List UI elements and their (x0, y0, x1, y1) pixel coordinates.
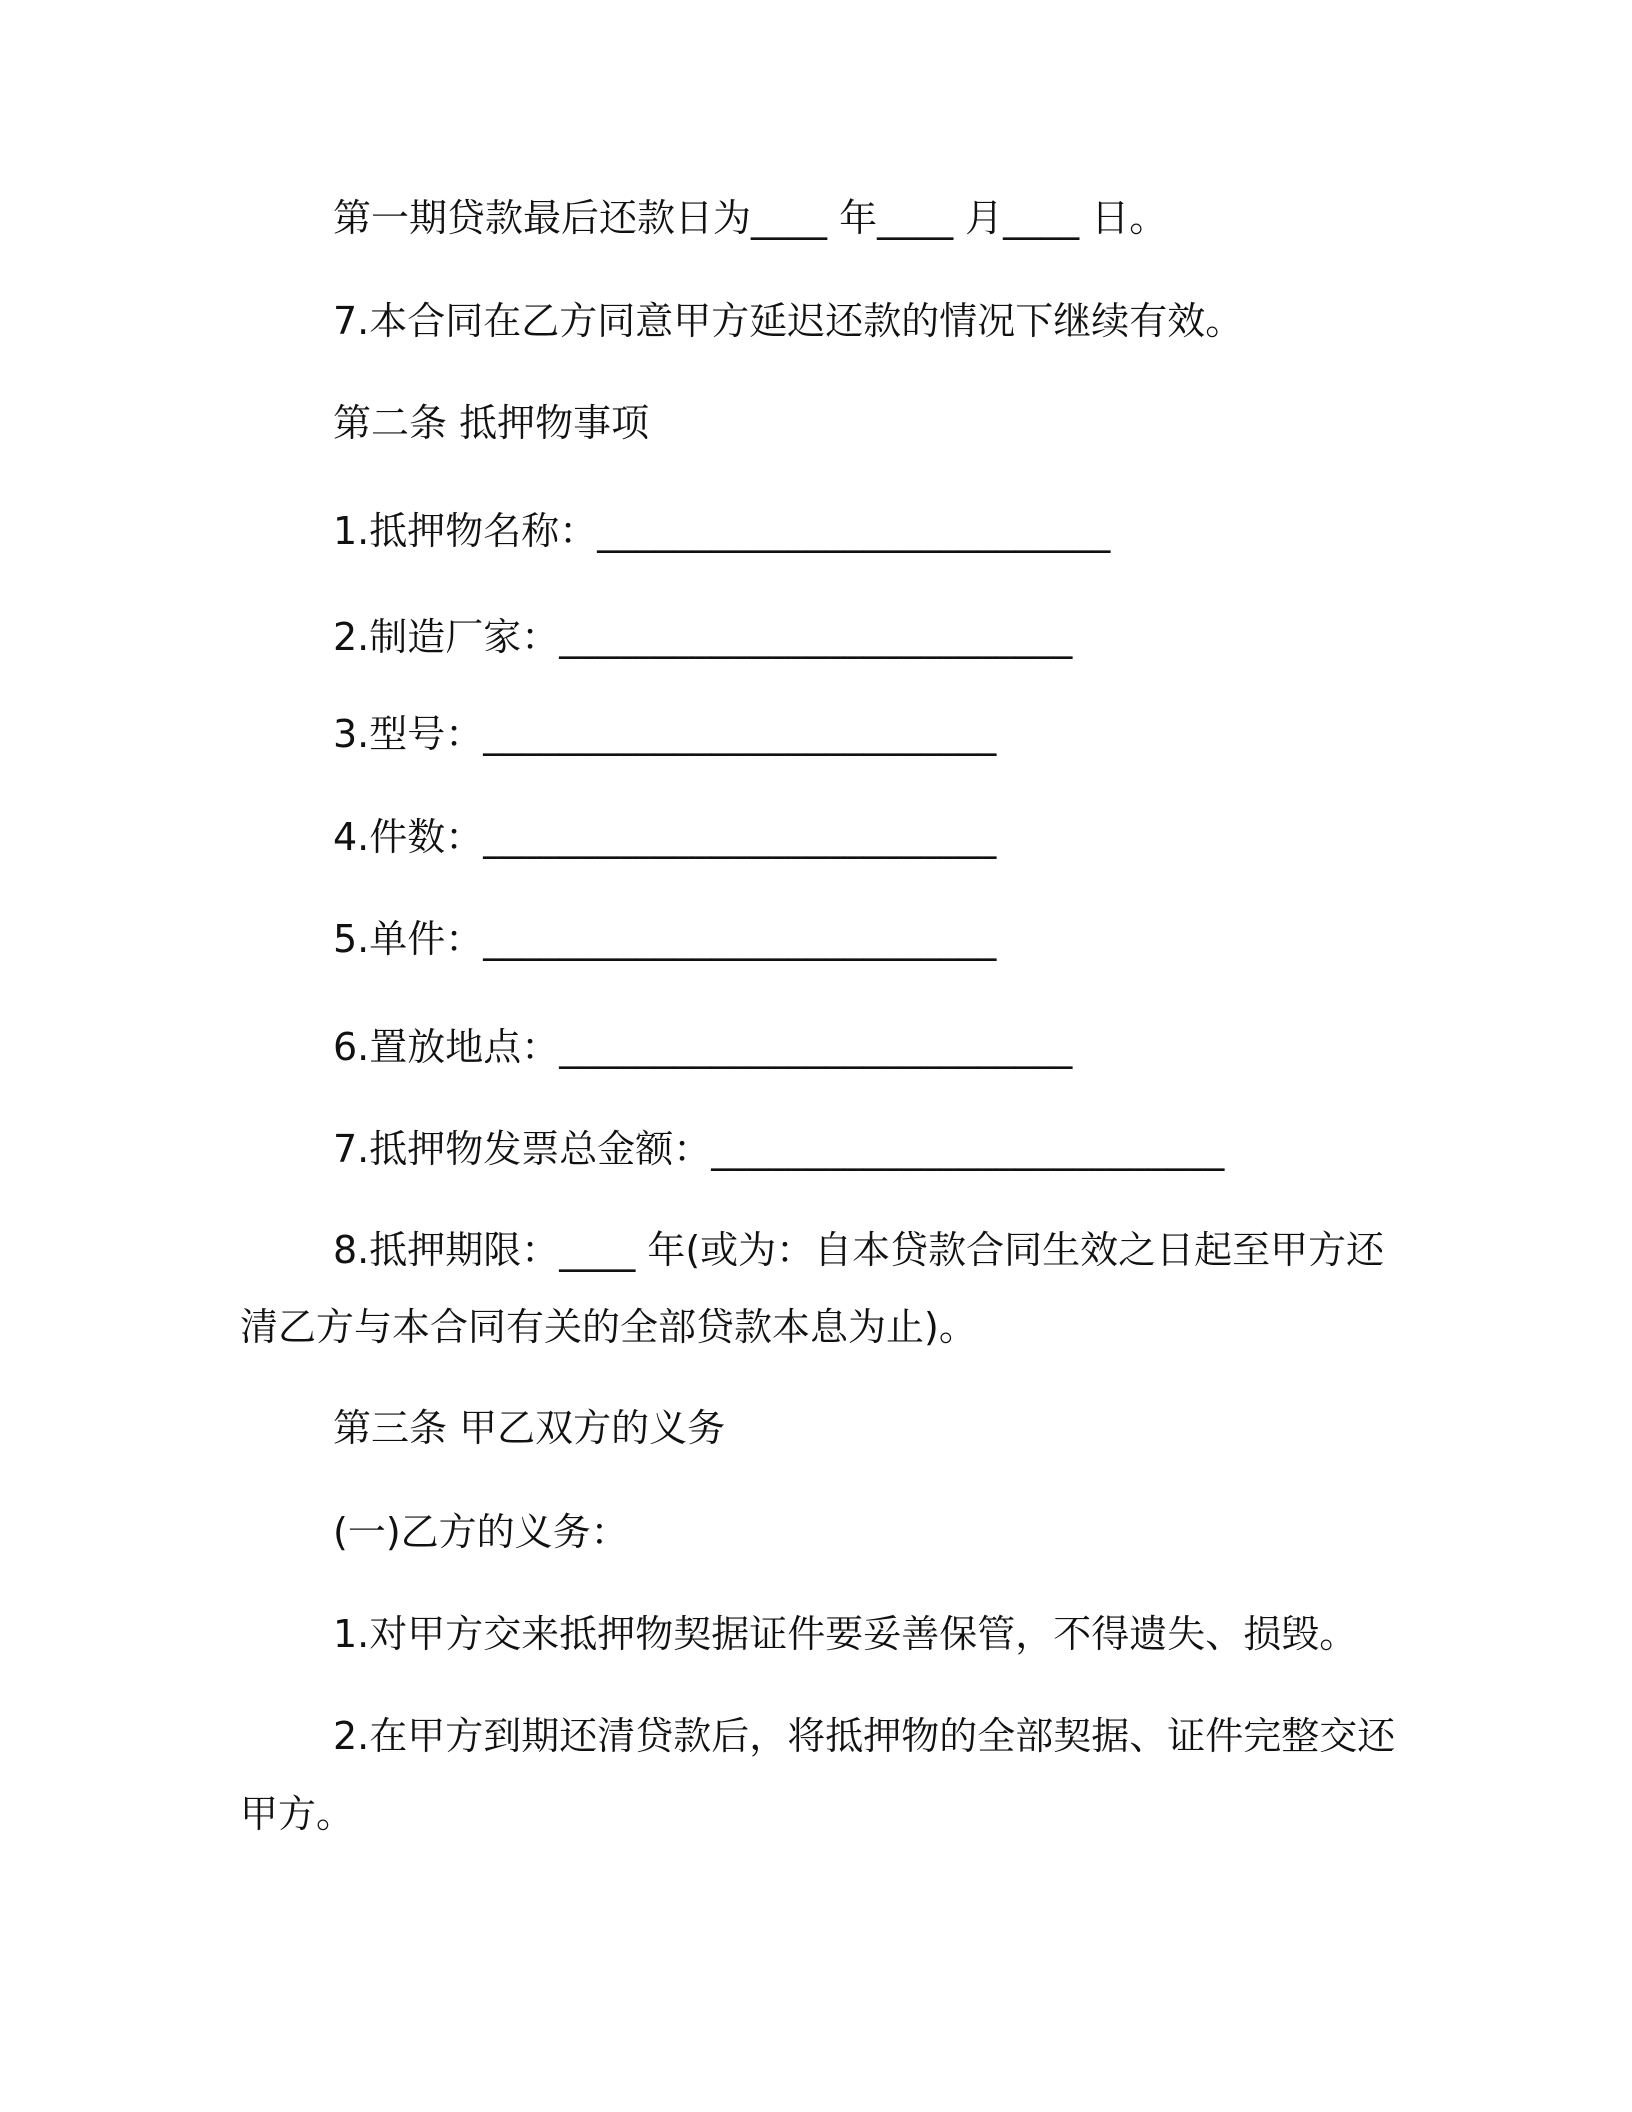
manufacturer-line: 2.制造厂家：___________________________ (333, 615, 1073, 659)
clause-7-continuation-line: 7.本合同在乙方同意甲方延迟还款的情况下继续有效。 (333, 299, 1244, 343)
mortgage-term-line: 8.抵押期限：____ 年(或为：自本贷款合同生效之日起至甲方还 (333, 1228, 1385, 1272)
quantity-line: 4.件数：___________________________ (333, 815, 997, 859)
model-line: 3.型号：___________________________ (333, 712, 997, 756)
article-3-heading: 第三条 甲乙双方的义务 (333, 1406, 726, 1450)
mortgage-term-continuation-line: 清乙方与本合同有关的全部贷款本息为止)。 (240, 1305, 977, 1349)
party-b-obligations-heading: (一)乙方的义务： (333, 1510, 629, 1554)
invoice-total-line: 7.抵押物发票总金额：___________________________ (333, 1127, 1225, 1171)
first-repayment-deadline-line: 第一期贷款最后还款日为____ 年____ 月____ 日。 (333, 196, 1168, 240)
collateral-name-line: 1.抵押物名称：___________________________ (333, 509, 1111, 553)
obligation-2-line: 2.在甲方到期还清贷款后，将抵押物的全部契据、证件完整交还 (333, 1714, 1396, 1758)
obligation-1-line: 1.对甲方交来抵押物契据证件要妥善保管，不得遗失、损毁。 (333, 1612, 1358, 1656)
article-2-heading: 第二条 抵押物事项 (333, 401, 650, 445)
unit-line: 5.单件：___________________________ (333, 917, 997, 961)
obligation-2-continuation-line: 甲方。 (240, 1792, 355, 1836)
storage-location-line: 6.置放地点：___________________________ (333, 1025, 1073, 1069)
